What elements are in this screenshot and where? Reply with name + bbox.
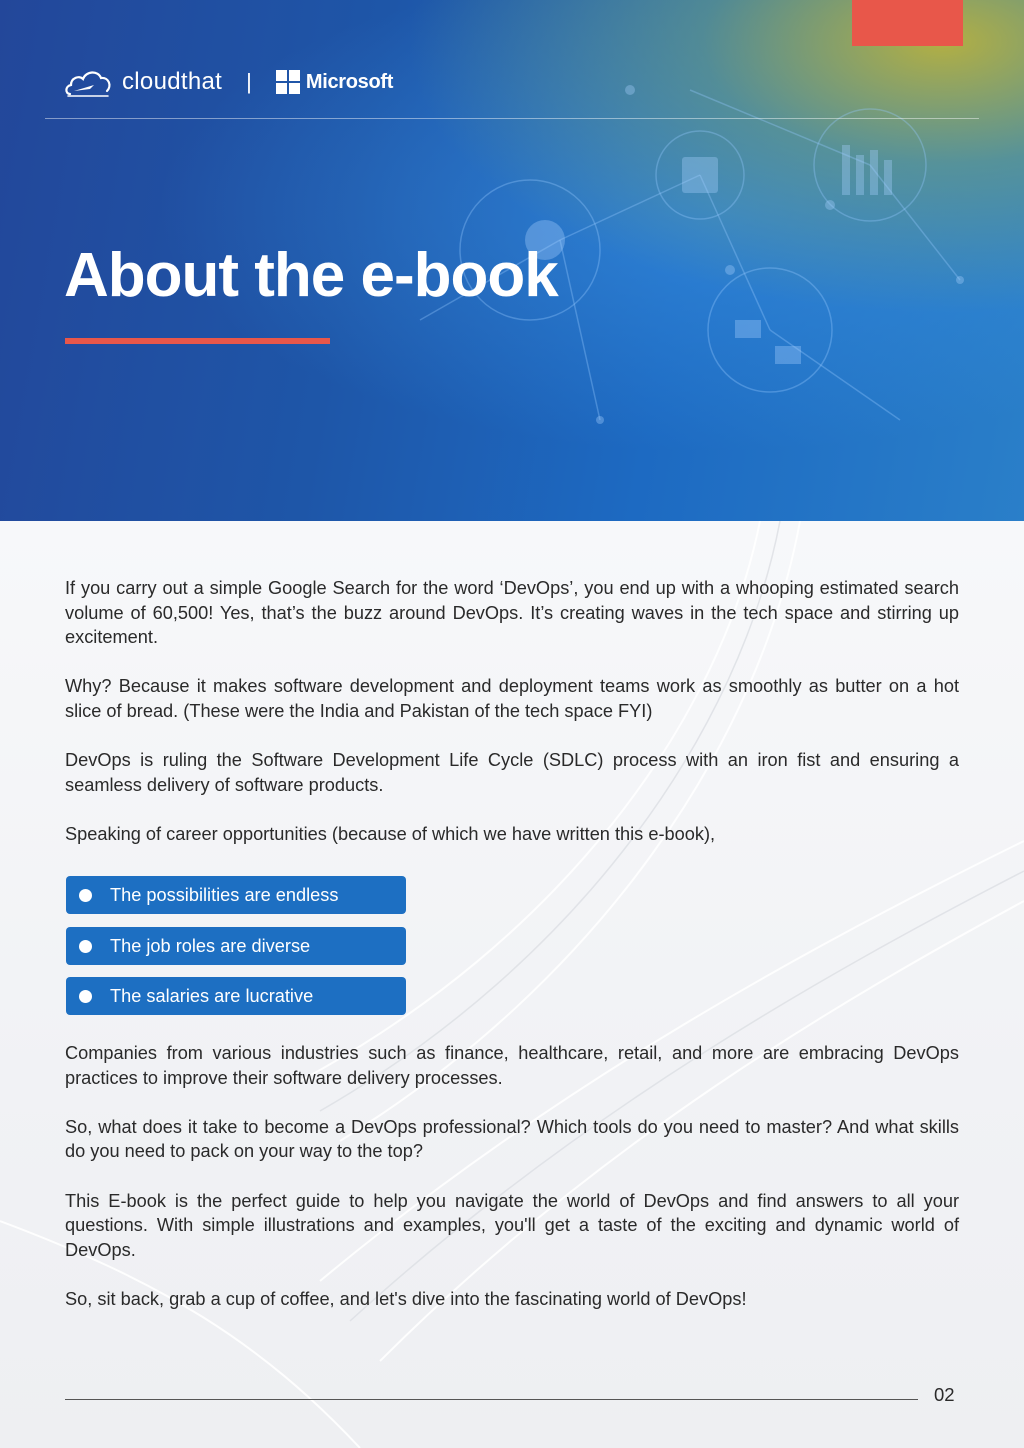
highlight-text: The possibilities are endless bbox=[110, 884, 339, 905]
corner-accent-tab bbox=[852, 0, 963, 46]
page-title: About the e-book bbox=[64, 241, 558, 310]
page-number: 02 bbox=[934, 1384, 955, 1405]
header-divider bbox=[45, 118, 979, 119]
logo-row bbox=[64, 62, 393, 102]
bullet-icon bbox=[79, 889, 92, 902]
hero-banner bbox=[0, 0, 1024, 521]
paragraph: Speaking of career opportunities (because of which we have written this e-book), bbox=[65, 823, 716, 844]
paragraph: DevOps is ruling the Software Development Life Cycle (SDLC) process with an iron fist and ensuring a seamless delivery of software products. bbox=[65, 750, 959, 795]
paragraph: If you carry out a simple Google Search for the word ‘DevOps’, you end up with a whooping estimated search volume of 60,500! Yes, that’s the buzz around DevOps. It’s creating waves in the tech space and stirring up excitement. bbox=[65, 578, 959, 648]
microsoft-logo-icon bbox=[276, 70, 300, 94]
footer-divider bbox=[65, 1399, 918, 1400]
logo-separator: | bbox=[246, 69, 252, 94]
paragraph: So, sit back, grab a cup of coffee, and let's dive into the fascinating world of DevOps! bbox=[65, 1288, 747, 1309]
paragraph: So, what does it take to become a DevOps professional? Which tools do you need to master? And what skills do you need to pack on your way to the top? bbox=[65, 1116, 959, 1162]
partner-name: Microsoft bbox=[305, 70, 394, 93]
paragraph: Why? Because it makes software development and deployment teams work as smoothly as butter on a hot slice of bread. (These were the India and Pakistan of the tech space FYI) bbox=[65, 676, 959, 721]
brand-name: cloudthat bbox=[122, 68, 223, 95]
highlight-text: The job roles are diverse bbox=[110, 935, 311, 956]
highlight-item bbox=[66, 927, 406, 965]
intro-text-top bbox=[65, 576, 959, 847]
bullet-icon bbox=[79, 990, 92, 1003]
highlight-text: The salaries are lucrative bbox=[110, 985, 314, 1006]
intro-text-bottom bbox=[65, 1041, 959, 1312]
paragraph: This E-book is the perfect guide to help you navigate the world of DevOps and find answers to all your questions. With simple illustrations and examples, you'll get a taste of the exciting and dynamic world of DevOps. bbox=[65, 1190, 959, 1260]
cloud-logo-icon bbox=[64, 64, 114, 100]
bullet-icon bbox=[79, 940, 92, 953]
title-underline bbox=[65, 338, 330, 344]
highlight-item bbox=[66, 876, 406, 914]
paragraph: Companies from various industries such as finance, healthcare, retail, and more are embracing DevOps practices to improve their software delivery processes. bbox=[65, 1043, 959, 1088]
highlight-item bbox=[66, 977, 406, 1015]
